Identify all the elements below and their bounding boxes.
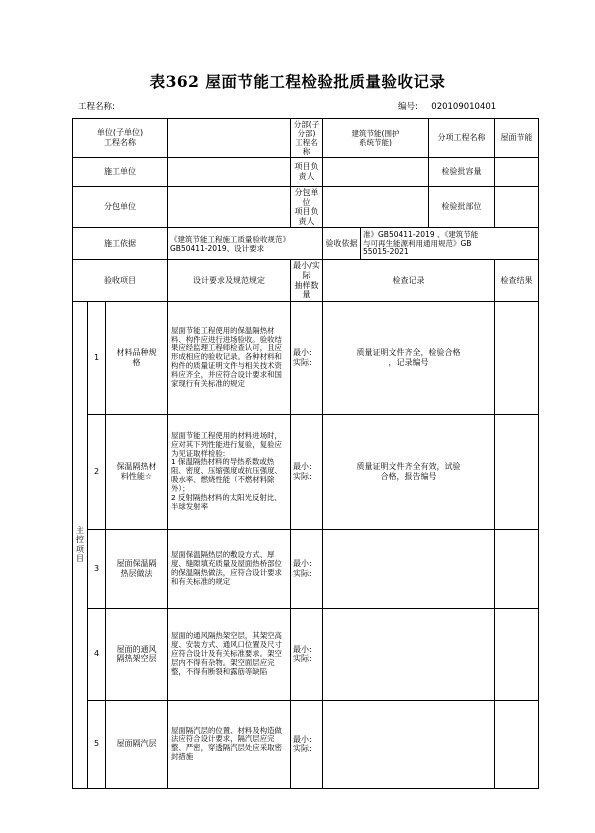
batch-capacity-label: 检验批容量 xyxy=(429,158,495,187)
row-requirement: 屋面的通风隔热架空层，其架空高度、安装方式、通风口位置及尺寸应符合设计及有关标准要求。架空层内不得有杂物。架空面层应完整，不得有断裂和露筋等缺陷 xyxy=(168,608,291,700)
table-row xyxy=(73,608,539,700)
division-name-label: 分部(子分部) 工程名称 xyxy=(291,119,323,158)
column-item-header: 验收项目 xyxy=(73,260,168,301)
construction-basis-label: 施工依据 xyxy=(73,228,168,260)
subcontract-unit-value[interactable] xyxy=(168,187,291,228)
division-name-value: 建筑节能(围护 系统节能) xyxy=(323,119,429,158)
construction-basis-value: 《建筑节能工程施工质量验收规范》 GB50411-2019、设计要求 xyxy=(168,228,323,260)
row-item-name: 屋面隔汽层 xyxy=(106,700,168,788)
project-manager-label: 项目负责人 xyxy=(291,158,323,187)
acceptance-basis-label: 验收依据 xyxy=(323,228,361,260)
subitem-name-label: 分项工程名称 xyxy=(429,119,495,158)
column-record-header: 检查记录 xyxy=(323,260,495,301)
batch-location-value[interactable] xyxy=(495,187,539,228)
row-check-record[interactable]: 质量证明文件齐全，检验合格 ，记录编号 xyxy=(323,301,495,414)
unit-name-value[interactable] xyxy=(168,119,291,158)
subcontract-manager-label: 分包单位 项目负责人 xyxy=(291,187,323,228)
row-item-name: 保温隔热材 料性能☆ xyxy=(106,414,168,529)
row-check-result[interactable] xyxy=(495,414,539,529)
row-check-record[interactable] xyxy=(323,700,495,788)
row-sampling-qty[interactable]: 最小: 实际: xyxy=(291,301,323,414)
row-check-record[interactable] xyxy=(323,608,495,700)
batch-capacity-value[interactable] xyxy=(495,158,539,187)
row-item-name: 材料品种规 格 xyxy=(106,301,168,414)
row-requirement: 屋面节能工程使用的保温隔热材料、构件应进行进场验收。验收结果应经监理工程师检查认可，且应形成相应的验收记录。各种材料和构件的质量证明文件与相关技术资料应齐全，并应符合设计要求和国家现行有关标准的规定 xyxy=(168,301,291,414)
row-check-result[interactable] xyxy=(495,608,539,700)
row-sampling-qty[interactable]: 最小: 实际: xyxy=(291,414,323,529)
main-control-label: 主 控 项 目 xyxy=(73,301,88,788)
project-name-label: 工程名称: xyxy=(78,102,115,112)
project-manager-value[interactable] xyxy=(323,158,429,187)
acceptance-record-table xyxy=(72,118,539,789)
row-check-record[interactable]: 质量证明文件齐全有效，试验 合格，报告编号 xyxy=(323,414,495,529)
table-row xyxy=(73,529,539,608)
record-number xyxy=(398,100,496,112)
row-requirement: 屋面节能工程使用的材料进场时，应对其下列性能进行复验，复验应为见证取样检验: 1 保温隔热材料的导热系数或热阻、密度、压缩强度或抗压强度、吸水率、燃烧性能（不燃材料除外）； 2 反射隔热材料的太阳光反射比、半球发射率 xyxy=(168,414,291,529)
row-requirement: 屋面保温隔热层的敷设方式、厚度、缝隙填充质量及屋面热桥部位的保温隔热做法，应符合设计要求和有关标准的规定 xyxy=(168,529,291,608)
table-row xyxy=(73,414,539,529)
row-item-name: 屋面的通风 隔热架空层 xyxy=(106,608,168,700)
acceptance-basis-value: 准》GB50411-2019 、《建筑节能 与可再生能源利用通用规范》GB 55015-2021 xyxy=(361,228,539,260)
construction-unit-label: 施工单位 xyxy=(73,158,168,187)
page-title: 表362 屋面节能工程检验批质量验收记录 xyxy=(149,72,446,91)
column-requirement-header: 设计要求及规范规定 xyxy=(168,260,291,301)
row-check-result[interactable] xyxy=(495,301,539,414)
row-item-name: 屋面保温隔 热层做法 xyxy=(106,529,168,608)
row-sampling-qty[interactable]: 最小: 实际: xyxy=(291,608,323,700)
row-number: 3 xyxy=(88,529,106,608)
row-sampling-qty[interactable]: 最小: 实际: xyxy=(291,700,323,788)
row-check-result[interactable] xyxy=(495,529,539,608)
row-requirement: 屋面隔汽层的位置、材料及构造做法应符合设计要求，隔汽层应完整、严密，穿透隔汽层处应采取密封措施 xyxy=(168,700,291,788)
row-sampling-qty[interactable]: 最小: 实际: xyxy=(291,529,323,608)
row-check-record[interactable] xyxy=(323,529,495,608)
batch-location-label: 检验批部位 xyxy=(429,187,495,228)
row-number: 1 xyxy=(88,301,106,414)
subcontract-unit-label: 分包单位 xyxy=(73,187,168,228)
subcontract-manager-value[interactable] xyxy=(323,187,429,228)
table-row xyxy=(73,700,539,788)
construction-unit-value[interactable] xyxy=(168,158,291,187)
number-value: 020109010401 xyxy=(431,102,497,112)
row-number: 2 xyxy=(88,414,106,529)
column-sampling-header: 最小/实际 抽样数量 xyxy=(291,260,323,301)
number-label: 编号: xyxy=(398,102,418,112)
row-number: 4 xyxy=(88,608,106,700)
table-row xyxy=(73,301,539,414)
row-check-result[interactable] xyxy=(495,700,539,788)
column-result-header: 检查结果 xyxy=(495,260,539,301)
row-number: 5 xyxy=(88,700,106,788)
unit-name-label: 单位(子单位) 工程名称 xyxy=(73,119,168,158)
subitem-name-value: 屋面节能 xyxy=(495,119,539,158)
